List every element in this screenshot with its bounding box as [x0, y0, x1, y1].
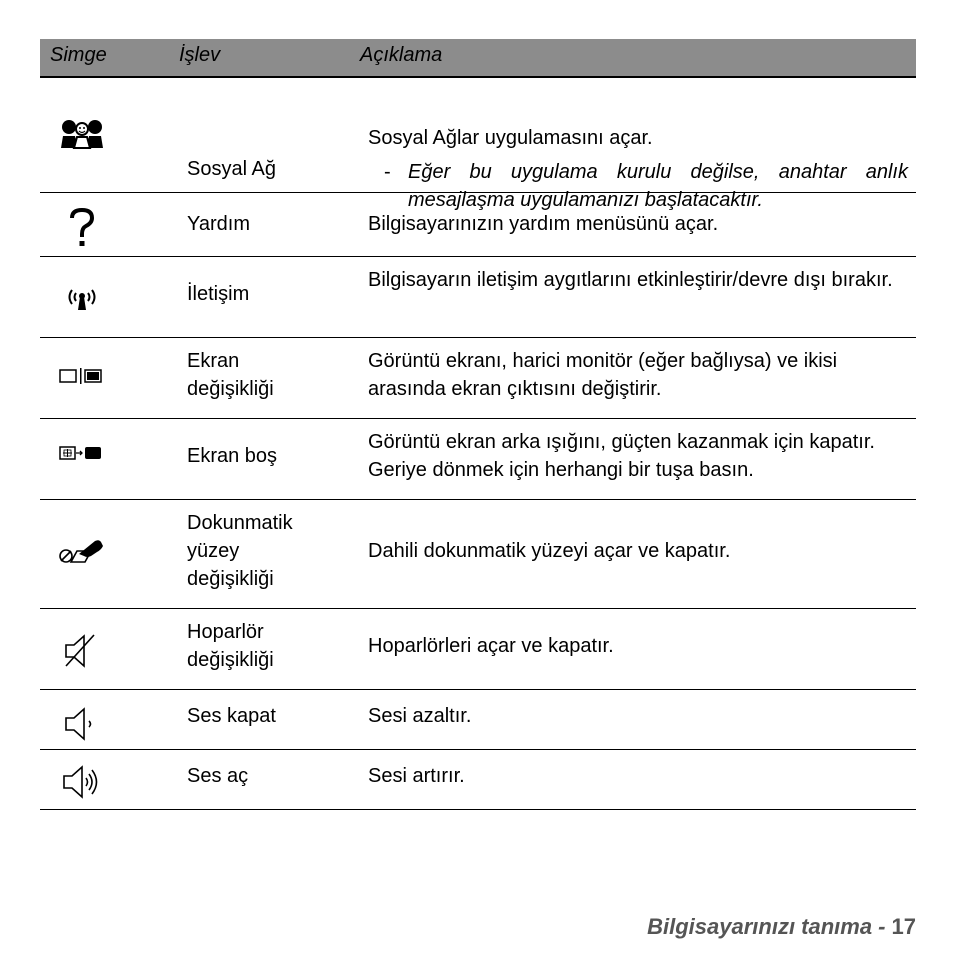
header-icon: Simge: [50, 44, 107, 66]
function-label: Ses aç: [187, 765, 249, 787]
description: Hoparlörleri açar ve kapatır.: [368, 635, 614, 657]
page-footer: [647, 914, 916, 940]
function-line: Ekran: [187, 350, 240, 372]
hotkey-table: [40, 39, 916, 810]
function-line: değişikliği: [187, 378, 274, 400]
table-row: [40, 257, 916, 338]
function-line: Hoparlör: [187, 621, 264, 643]
function-label: Sosyal Ağ: [187, 158, 276, 180]
function-label: İletişim: [187, 283, 250, 305]
description: Dahili dokunmatik yüzeyi açar ve kapatır.: [368, 540, 731, 562]
function-line: değişikliği: [187, 568, 274, 590]
function-label: [187, 618, 357, 674]
description: Görüntü ekran arka ışığını, güçten kazanmak için kapatır. Geriye dönmek için herhangi bir tuşa basın.: [368, 431, 875, 481]
table-row: [40, 419, 916, 500]
note-dash: -: [384, 161, 391, 183]
table-row: [40, 609, 916, 690]
table-row: [40, 193, 916, 257]
table-row: [40, 338, 916, 419]
function-label: Ses kapat: [187, 705, 276, 727]
display-off-icon: [54, 445, 110, 461]
description-text: Sosyal Ağlar uygulamasını açar.: [368, 127, 653, 149]
wireless-antenna-icon: [54, 287, 110, 311]
description: Bilgisayarın iletişim aygıtlarını etkinleştirir/devre dışı bırakır.: [368, 269, 893, 291]
footer-title: Bilgisayarınızı tanıma -: [647, 914, 886, 939]
function-line: Dokunmatik: [187, 512, 293, 534]
function-label: Ekran boş: [187, 445, 278, 467]
description: Görüntü ekranı, harici monitör (eğer bağlıysa) ve ikisi arasında ekran çıktısını değiştirir.: [368, 350, 838, 400]
volume-down-icon: [54, 706, 110, 742]
display-toggle-icon: [54, 367, 110, 385]
function-label: [187, 509, 357, 593]
table-row: [40, 500, 916, 609]
touchpad-toggle-icon: [54, 538, 110, 566]
volume-up-icon: [54, 764, 110, 800]
table-row: [40, 690, 916, 750]
function-line: yüzey: [187, 540, 240, 562]
description: Sesi artırır.: [368, 765, 465, 787]
table-row: [40, 78, 916, 211]
question-mark-icon: [54, 207, 110, 249]
function-label: [187, 347, 357, 403]
function-line: değişikliği: [187, 649, 274, 671]
table-header: [40, 39, 916, 78]
note-text: Eğer bu uygulama kurulu değilse, anahtar anlık mesajlaşma uygulamanızı başlatacaktır.: [408, 161, 908, 211]
speaker-mute-icon: [54, 633, 110, 669]
function-label: Yardım: [187, 213, 250, 235]
header-description: Açıklama: [360, 44, 443, 66]
table-row: [40, 750, 916, 810]
social-network-icon: [54, 118, 110, 150]
header-function: İşlev: [179, 44, 221, 66]
description: Sesi azaltır.: [368, 705, 472, 727]
page-number: 17: [891, 914, 916, 939]
description: Bilgisayarınızın yardım menüsünü açar.: [368, 213, 719, 235]
